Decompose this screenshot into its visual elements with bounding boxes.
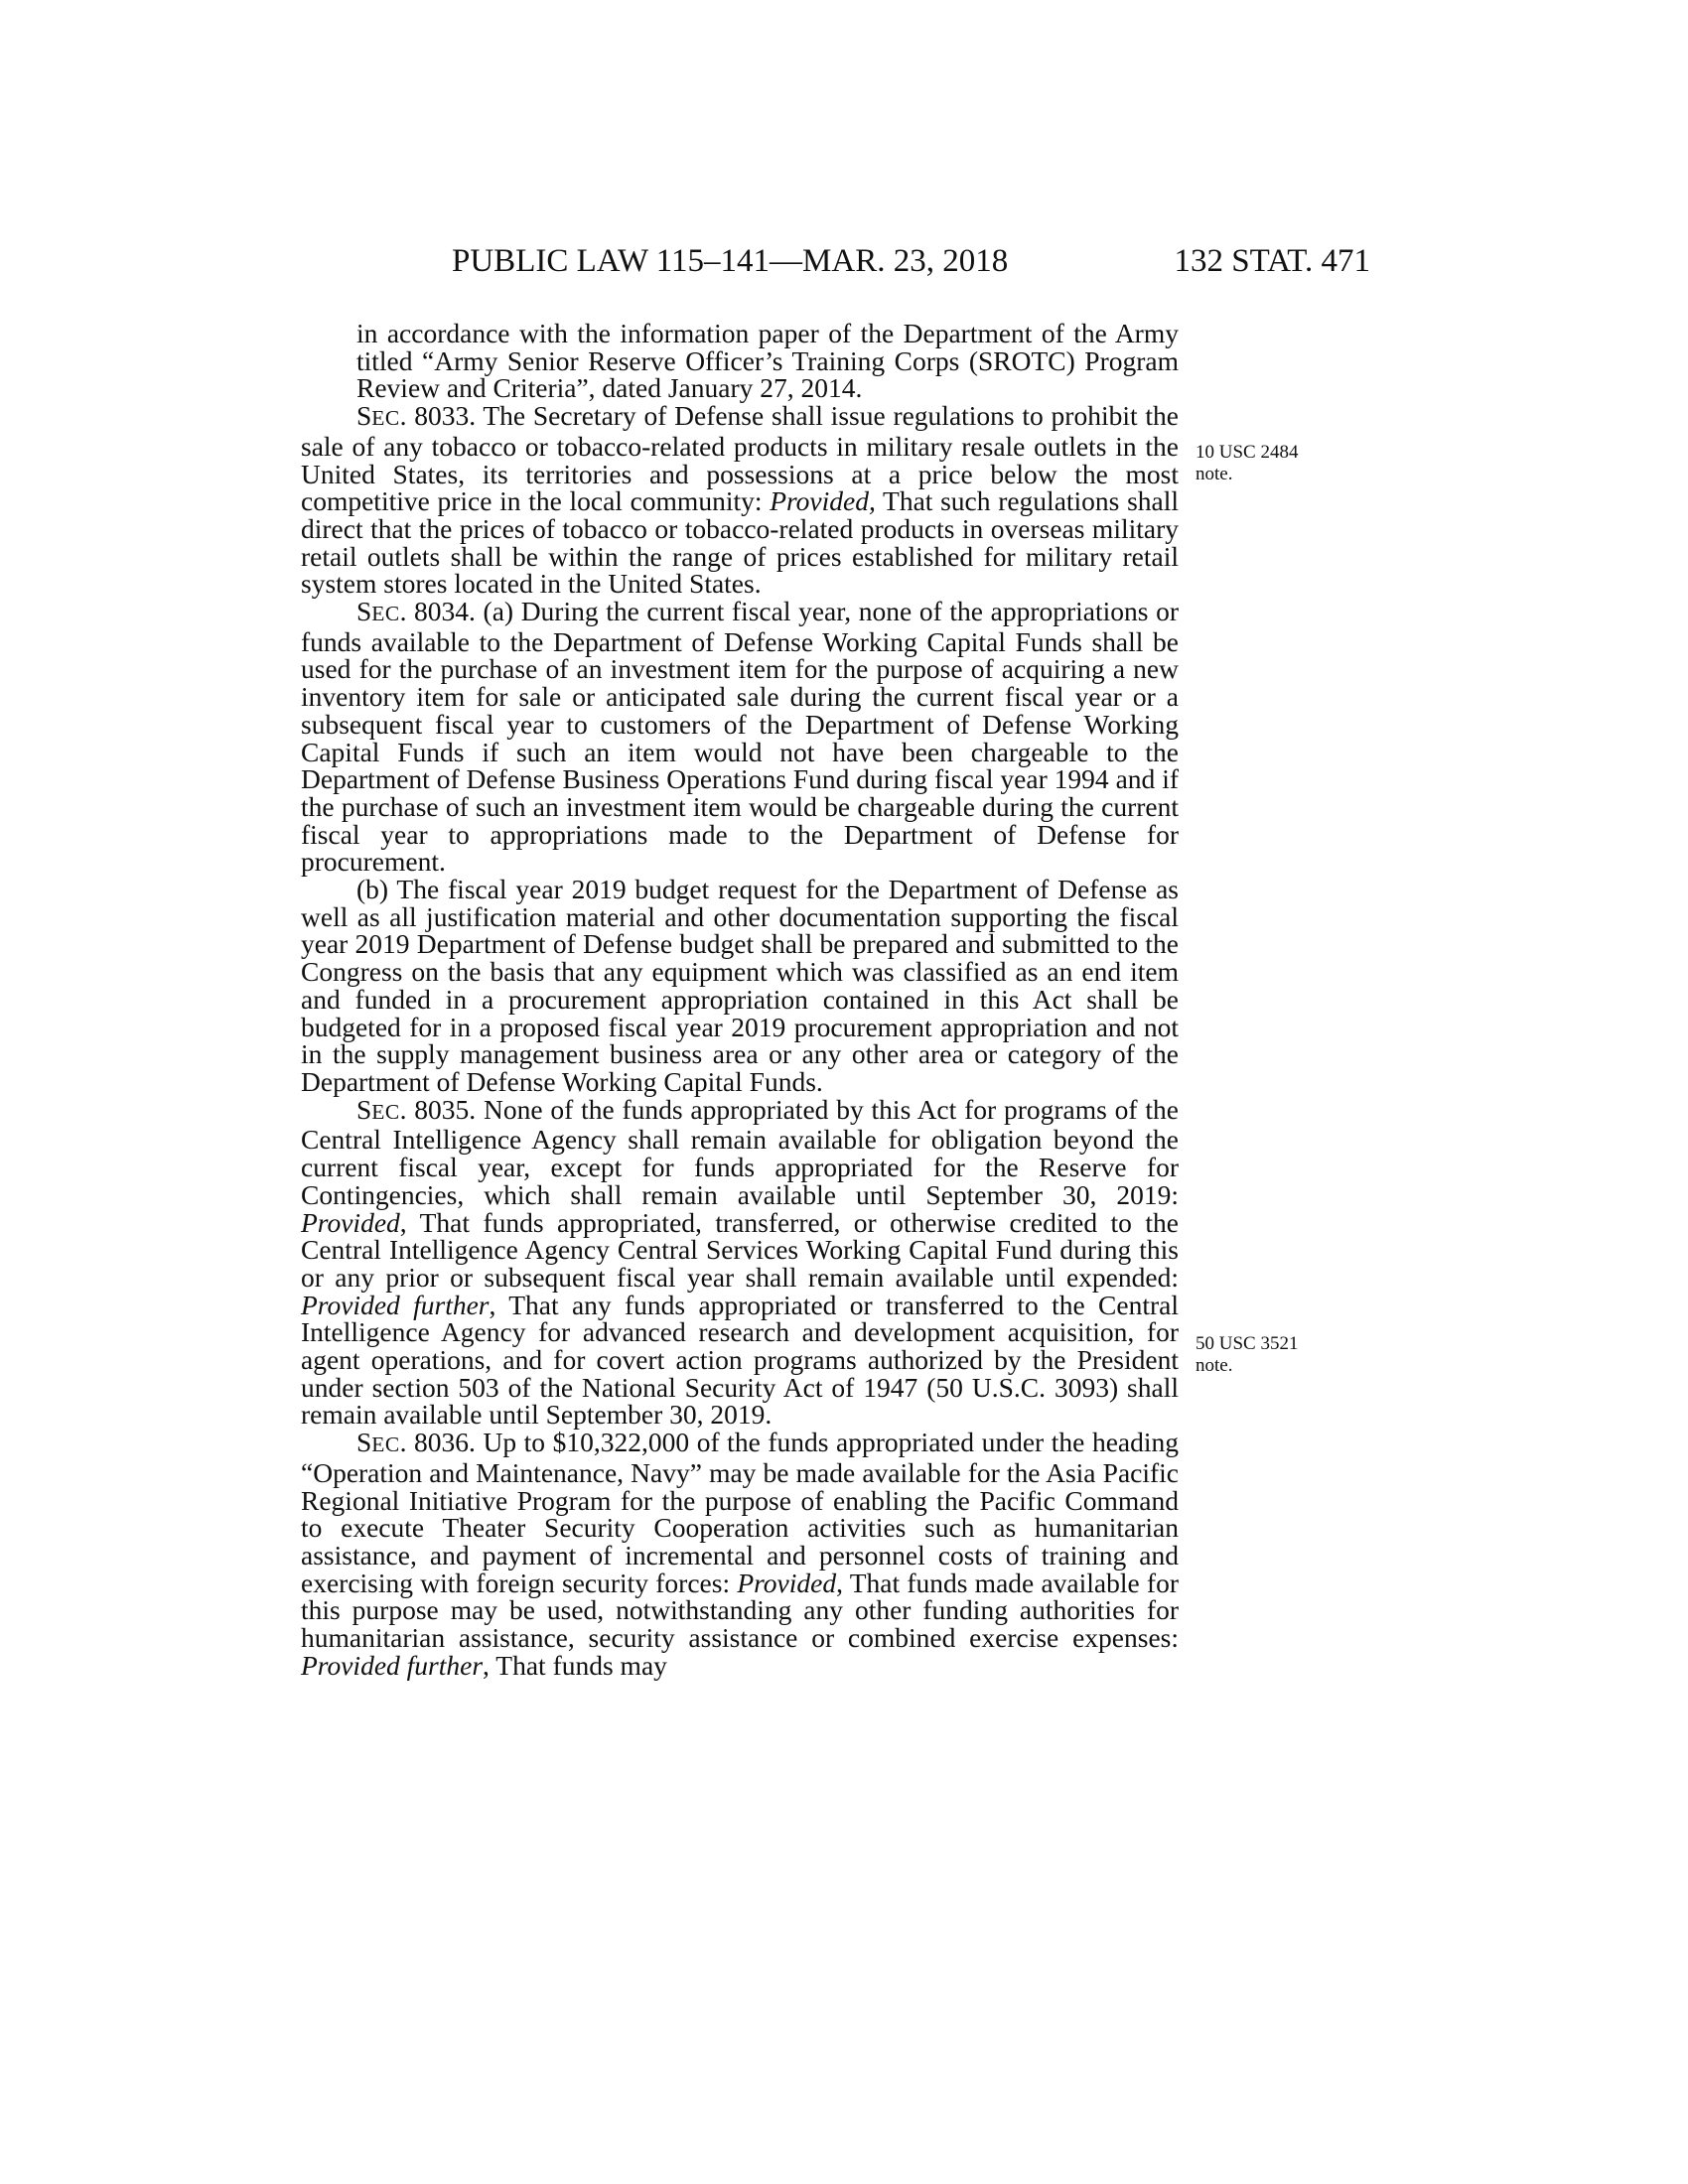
section-text: , That funds appropriated, transferred, or otherwise credited to the Central Intelligence Agency Central Services Working Capital Fund during this or any prior or subsequent fiscal year shall remain available until expended: bbox=[301, 1206, 1179, 1293]
section-8035 bbox=[301, 1093, 1180, 1431]
section-text: , That funds may bbox=[483, 1649, 667, 1681]
proviso-italic: Provided bbox=[301, 1206, 400, 1238]
margin-note-label: note. bbox=[1196, 1355, 1233, 1376]
section-heading-initial: S bbox=[356, 1427, 372, 1458]
margin-note-citation: 50 USC 3521 bbox=[1196, 1333, 1299, 1354]
proviso-italic: Provided bbox=[737, 1567, 837, 1598]
section-text: Up to $10,322,000 of the funds appropriated under the heading “Operation and Maintenance, Navy” may be made available for the Asia Pacific Regional Initiative Program for the purpose of enabling the Pacific Command to execute Theater Security Cooperation activities such as humanitarian assistance, and payment of incremental and personnel costs of training and exercising with foreign security forces: bbox=[301, 1427, 1179, 1598]
paragraph-continuation bbox=[301, 320, 1179, 402]
section-number: . 8034. bbox=[399, 596, 476, 627]
section-heading-smallcaps: EC bbox=[371, 1433, 400, 1457]
margin-note-10-usc-2484 bbox=[1196, 442, 1344, 485]
paragraph-text: in accordance with the information paper of the Department of the Army titled “Army Senior Reserve Officer’s Training Corps (SROTC) Program Review and Criteria”, dated January 27, 2014. bbox=[356, 318, 1179, 404]
proviso-italic: Provided, bbox=[770, 485, 876, 517]
section-8033 bbox=[301, 402, 1179, 598]
section-heading-smallcaps: EC bbox=[371, 602, 400, 626]
statute-body bbox=[301, 320, 1179, 1679]
section-heading-smallcaps: EC bbox=[371, 406, 400, 431]
section-number: . 8033. bbox=[399, 400, 477, 432]
margin-note-citation: 10 USC 2484 bbox=[1196, 442, 1299, 463]
section-text: That such regulations shall direct that the prices of tobacco or tobacco-related products in overseas military retail outlets shall be within the range of prices established for military retail system stores located in the United States. bbox=[301, 485, 1180, 600]
margin-note-label: note. bbox=[1196, 464, 1233, 484]
section-text: None of the funds appropriated by this Act for programs of the Central Intelligence Agency shall remain available for obligation beyond the current fiscal year, except for funds appropriated for the Reserve for Contingencies, which shall remain available until September 30, 2019: bbox=[301, 1093, 1180, 1210]
section-text: The Secretary of Defense shall issue regulations to prohibit the sale of any tobacco or tobacco-related products in military resale outlets in the United States, its territories and possessions at a price below the most competitive price in the local community: bbox=[301, 400, 1179, 517]
section-text: (a) During the current fiscal year, none of the appropriations or funds available to the Department of Defense Working Capital Funds shall be used for the purchase of an investment item for the purpose of acquiring a new inventory item for sale or anticipated sale during the current fiscal year or a subsequent fiscal year to customers of the Department of Defense Working Capital Funds if such an item would not have been chargeable to the Department of Defense Business Operations Fund during fiscal year 1994 and if the purchase of such an investment item would be chargeable during the current fiscal year to appropriations made to the Department of Defense for procurement. bbox=[301, 596, 1179, 878]
section-8034 bbox=[301, 598, 1179, 876]
section-heading-initial: S bbox=[356, 596, 372, 627]
proviso-further-italic: Provided further bbox=[301, 1649, 484, 1681]
section-heading-smallcaps: EC bbox=[371, 1099, 400, 1124]
section-text: , That funds made available for this purpose may be used, notwithstanding any other funding authorities for humanitarian assistance, security assistance or combined exercise expenses: bbox=[301, 1567, 1180, 1654]
section-heading-initial: S bbox=[356, 1093, 372, 1125]
running-title: PUBLIC LAW 115–141—MAR. 23, 2018 bbox=[452, 243, 1009, 279]
page-number: 132 STAT. 471 bbox=[1174, 243, 1370, 279]
section-number: . 8035. bbox=[399, 1093, 477, 1125]
margin-note-50-usc-3521 bbox=[1196, 1333, 1344, 1377]
proviso-further-italic: Provided further bbox=[301, 1289, 490, 1320]
section-text: (b) The fiscal year 2019 budget request for the Department of Defense as well as all justification material and other documentation supporting the fiscal year 2019 Department of Defense budget shall be prepared and submitted to the Congress on the basis that any equipment which was classified as an end item and funded in a procurement appropriation contained in this Act shall be budgeted for in a proposed fiscal year 2019 procurement appropriation and not in the supply management business area or any other area or category of the Department of Defense Working Capital Funds. bbox=[301, 874, 1179, 1097]
page-header bbox=[0, 243, 1688, 283]
section-8034-b bbox=[301, 876, 1179, 1096]
section-heading-initial: S bbox=[356, 400, 372, 432]
section-number: . 8036. bbox=[399, 1427, 476, 1458]
section-text: , That any funds appropriated or transferred to the Central Intelligence Agency for advanced research and development acquisition, for agent operations, and for covert action programs authorized by the President under section 503 of the National Security Act of 1947 (50 U.S.C. 3093) shall remain available until September 30, 2019. bbox=[301, 1289, 1180, 1431]
section-8036 bbox=[301, 1429, 1179, 1679]
